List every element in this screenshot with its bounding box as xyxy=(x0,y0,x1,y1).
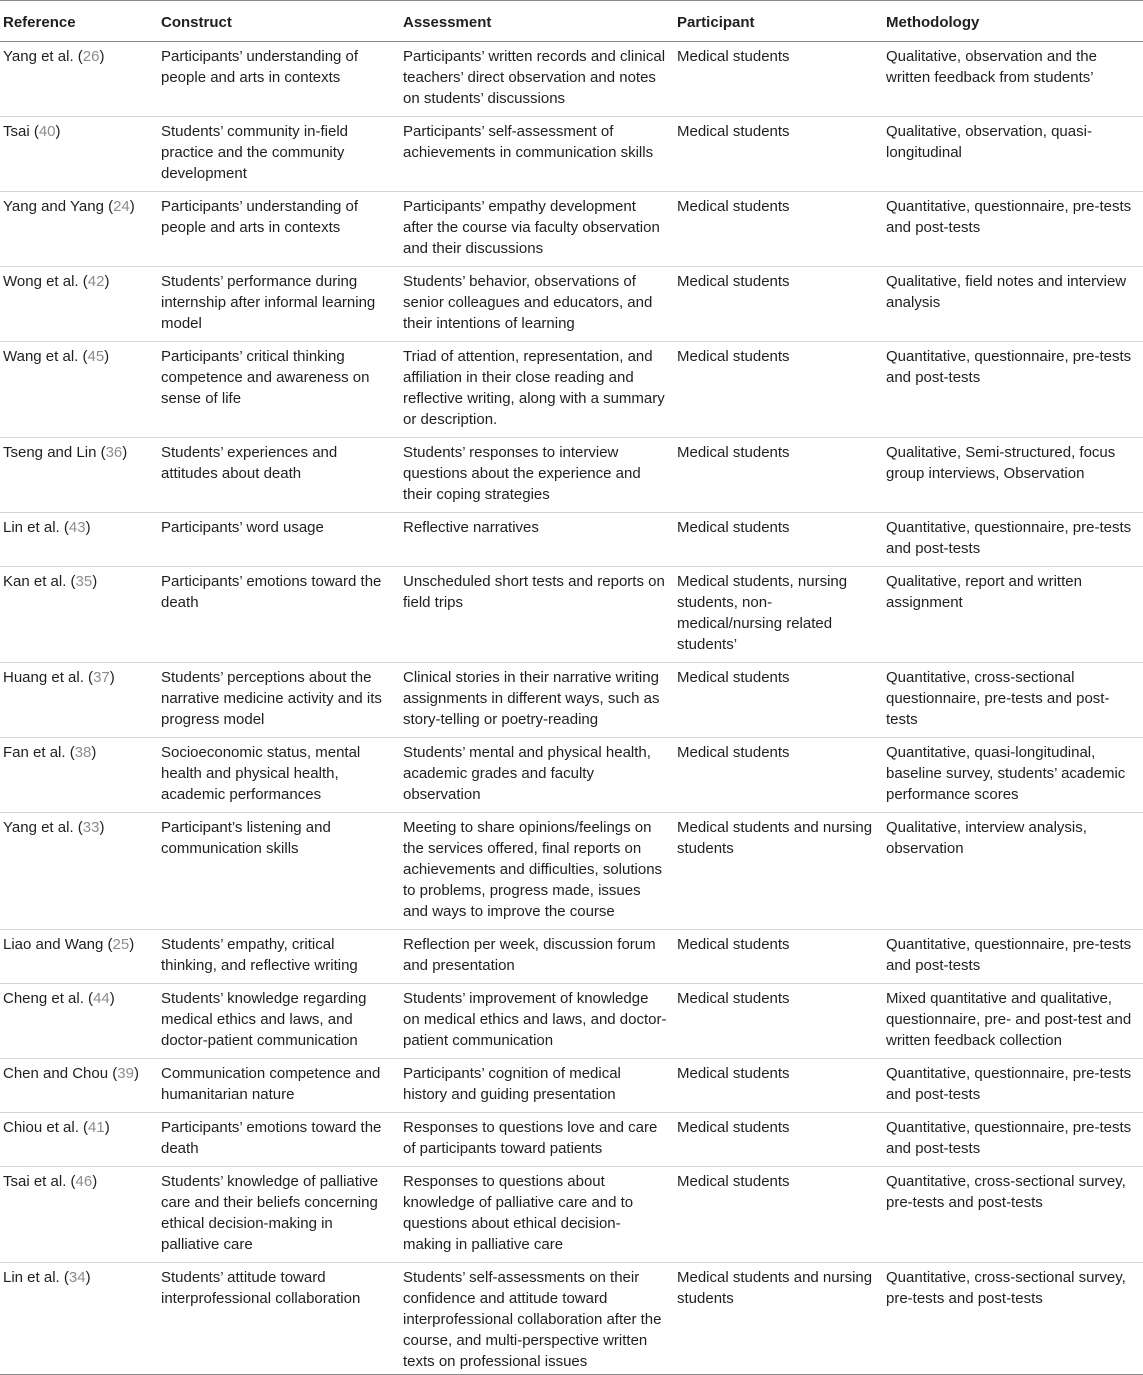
reference-citation-link[interactable]: 33 xyxy=(82,819,100,836)
cell-reference xyxy=(0,567,158,663)
cell-reference xyxy=(0,342,158,438)
cell-participant: Medical students and nursing students xyxy=(674,1263,883,1375)
cell-construct: Participant’s listening and communication skills xyxy=(158,813,400,930)
cell-participant: Medical students xyxy=(674,342,883,438)
reference-citation-link[interactable]: 42 xyxy=(87,273,105,290)
cell-participant: Medical students xyxy=(674,930,883,984)
cell-participant: Medical students, nursing students, non-medical/nursing related students’ xyxy=(674,567,883,663)
table-row xyxy=(0,513,1143,567)
table-row xyxy=(0,267,1143,342)
cell-participant: Medical students xyxy=(674,738,883,813)
cell-participant: Medical students xyxy=(674,267,883,342)
cell-methodology: Quantitative, cross-sectional survey, pre-tests and post-tests xyxy=(883,1167,1143,1263)
cell-participant: Medical students xyxy=(674,117,883,192)
table-row xyxy=(0,984,1143,1059)
table-row xyxy=(0,567,1143,663)
table-row xyxy=(0,1059,1143,1113)
cell-assessment: Meeting to share opinions/feelings on the services offered, final reports on achievements and difficulties, solutions to problems, progress made, issues and ways to improve the course xyxy=(400,813,674,930)
reference-author: Kan et al. ( xyxy=(3,573,76,590)
reference-close-paren: ) xyxy=(85,519,91,536)
reference-author: Tsai et al. ( xyxy=(3,1173,76,1190)
cell-reference xyxy=(0,663,158,738)
cell-methodology: Quantitative, questionnaire, pre-tests and post-tests xyxy=(883,342,1143,438)
reference-citation-link[interactable]: 25 xyxy=(112,936,130,953)
reference-citation-link[interactable]: 41 xyxy=(88,1119,105,1136)
table-row xyxy=(0,813,1143,930)
cell-methodology: Quantitative, questionnaire, pre-tests and post-tests xyxy=(883,1059,1143,1113)
reference-citation-link[interactable]: 40 xyxy=(38,123,56,140)
reference-close-paren: ) xyxy=(133,1065,139,1082)
cell-construct: Students’ performance during internship after informal learning model xyxy=(158,267,400,342)
reference-citation-link[interactable]: 45 xyxy=(87,348,105,365)
cell-reference xyxy=(0,984,158,1059)
reference-close-paren: ) xyxy=(99,819,105,836)
cell-reference xyxy=(0,1113,158,1167)
cell-methodology: Qualitative, report and written assignment xyxy=(883,567,1143,663)
reference-author: Tsai ( xyxy=(3,123,39,140)
cell-participant: Medical students xyxy=(674,663,883,738)
reference-close-paren: ) xyxy=(92,573,98,590)
reference-close-paren: ) xyxy=(109,669,115,686)
cell-participant: Medical students xyxy=(674,984,883,1059)
cell-methodology: Quantitative, questionnaire, pre-tests and post-tests xyxy=(883,513,1143,567)
cell-methodology: Qualitative, field notes and interview analysis xyxy=(883,267,1143,342)
cell-assessment: Students’ improvement of knowledge on medical ethics and laws, and doctor-patient communication xyxy=(400,984,674,1059)
cell-reference xyxy=(0,192,158,267)
reference-close-paren: ) xyxy=(109,990,115,1007)
cell-methodology: Quantitative, questionnaire, pre-tests and post-tests xyxy=(883,930,1143,984)
reference-author: Chen and Chou ( xyxy=(3,1065,118,1082)
cell-participant: Medical students xyxy=(674,438,883,513)
header-methodology: Methodology xyxy=(883,1,1143,42)
reference-author: Liao and Wang ( xyxy=(3,936,113,953)
table-row xyxy=(0,738,1143,813)
cell-assessment: Unscheduled short tests and reports on field trips xyxy=(400,567,674,663)
cell-assessment: Participants’ written records and clinical teachers’ direct observation and notes on students’ discussions xyxy=(400,42,674,117)
cell-reference xyxy=(0,513,158,567)
cell-construct: Students’ knowledge of palliative care and their beliefs concerning ethical decision-making in palliative care xyxy=(158,1167,400,1263)
cell-participant: Medical students xyxy=(674,192,883,267)
cell-assessment: Participants’ self-assessment of achievements in communication skills xyxy=(400,117,674,192)
table-row xyxy=(0,1167,1143,1263)
cell-assessment: Students’ behavior, observations of senior colleagues and educators, and their intentions of learning xyxy=(400,267,674,342)
reference-close-paren: ) xyxy=(129,198,135,215)
cell-construct: Students’ empathy, critical thinking, and reflective writing xyxy=(158,930,400,984)
table-row xyxy=(0,930,1143,984)
reference-citation-link[interactable]: 39 xyxy=(117,1065,134,1082)
header-assessment: Assessment xyxy=(400,1,674,42)
header-participant: Participant xyxy=(674,1,883,42)
cell-assessment: Participants’ empathy development after the course via faculty observation and their discussions xyxy=(400,192,674,267)
reference-author: Chiou et al. ( xyxy=(3,1119,89,1136)
cell-reference xyxy=(0,930,158,984)
reference-author: Cheng et al. ( xyxy=(3,990,94,1007)
cell-reference xyxy=(0,1059,158,1113)
cell-assessment: Students’ responses to interview questions about the experience and their coping strategies xyxy=(400,438,674,513)
reference-author: Yang et al. ( xyxy=(3,819,83,836)
cell-methodology: Qualitative, interview analysis, observation xyxy=(883,813,1143,930)
reference-close-paren: ) xyxy=(91,744,97,761)
cell-construct: Students’ perceptions about the narrative medicine activity and its progress model xyxy=(158,663,400,738)
cell-methodology: Qualitative, observation and the written feedback from students’ xyxy=(883,42,1143,117)
cell-construct: Students’ knowledge regarding medical ethics and laws, and doctor-patient communication xyxy=(158,984,400,1059)
reference-close-paren: ) xyxy=(99,48,105,65)
cell-assessment: Students’ self-assessments on their confidence and attitude toward interprofessional collaboration after the course, and multi-perspective written texts on professional issues xyxy=(400,1263,674,1375)
cell-reference xyxy=(0,42,158,117)
cell-reference xyxy=(0,1167,158,1263)
cell-methodology: Quantitative, questionnaire, pre-tests and post-tests xyxy=(883,192,1143,267)
cell-construct: Participants’ understanding of people and arts in contexts xyxy=(158,192,400,267)
reference-author: Fan et al. ( xyxy=(3,744,75,761)
cell-reference xyxy=(0,117,158,192)
reference-author: Huang et al. ( xyxy=(3,669,94,686)
cell-reference xyxy=(0,267,158,342)
cell-participant: Medical students xyxy=(674,513,883,567)
cell-reference xyxy=(0,813,158,930)
reference-citation-link[interactable]: 38 xyxy=(74,744,92,761)
reference-close-paren: ) xyxy=(85,1269,91,1286)
cell-participant: Medical students xyxy=(674,1059,883,1113)
reference-citation-link[interactable]: 24 xyxy=(113,198,130,215)
cell-assessment: Clinical stories in their narrative writing assignments in different ways, such as story-telling or poetry-reading xyxy=(400,663,674,738)
reference-close-paren: ) xyxy=(104,273,110,290)
reference-close-paren: ) xyxy=(55,123,61,140)
reference-citation-link[interactable]: 26 xyxy=(82,48,100,65)
reference-close-paren: ) xyxy=(122,444,128,461)
reference-close-paren: ) xyxy=(104,348,110,365)
table-row xyxy=(0,117,1143,192)
cell-construct: Participants’ critical thinking competence and awareness on sense of life xyxy=(158,342,400,438)
cell-construct: Participants’ understanding of people and arts in contexts xyxy=(158,42,400,117)
reference-citation-link[interactable]: 43 xyxy=(68,519,86,536)
cell-methodology: Quantitative, cross-sectional survey, pre-tests and post-tests xyxy=(883,1263,1143,1375)
cell-methodology: Mixed quantitative and qualitative, questionnaire, pre- and post-test and written feedback collection xyxy=(883,984,1143,1059)
table-row xyxy=(0,663,1143,738)
table-row xyxy=(0,1113,1143,1167)
cell-construct: Participants’ emotions toward the death xyxy=(158,567,400,663)
header-row xyxy=(0,1,1143,42)
reference-author: Lin et al. ( xyxy=(3,1269,69,1286)
cell-assessment: Reflective narratives xyxy=(400,513,674,567)
table-row xyxy=(0,192,1143,267)
cell-construct: Socioeconomic status, mental health and physical health, academic performances xyxy=(158,738,400,813)
reference-author: Tseng and Lin ( xyxy=(3,444,106,461)
reference-citation-link[interactable]: 35 xyxy=(75,573,93,590)
reference-close-paren: ) xyxy=(92,1173,98,1190)
cell-participant: Medical students and nursing students xyxy=(674,813,883,930)
reference-author: Lin et al. ( xyxy=(3,519,69,536)
cell-methodology: Quantitative, quasi-longitudinal, baseline survey, students’ academic performance scores xyxy=(883,738,1143,813)
cell-methodology: Qualitative, Semi-structured, focus group interviews, Observation xyxy=(883,438,1143,513)
cell-participant: Medical students xyxy=(674,42,883,117)
reference-close-paren: ) xyxy=(104,1119,110,1136)
cell-assessment: Students’ mental and physical health, academic grades and faculty observation xyxy=(400,738,674,813)
cell-assessment: Responses to questions love and care of participants toward patients xyxy=(400,1113,674,1167)
cell-assessment: Responses to questions about knowledge of palliative care and to questions about ethical decision-making in palliative care xyxy=(400,1167,674,1263)
reference-citation-link[interactable]: 36 xyxy=(105,444,123,461)
reference-citation-link[interactable]: 34 xyxy=(68,1269,86,1286)
table-row xyxy=(0,1263,1143,1375)
cell-construct: Participants’ emotions toward the death xyxy=(158,1113,400,1167)
cell-reference xyxy=(0,738,158,813)
header-reference: Reference xyxy=(0,1,158,42)
cell-reference xyxy=(0,1263,158,1375)
reference-citation-link[interactable]: 46 xyxy=(75,1173,93,1190)
cell-construct: Students’ community in-field practice and the community development xyxy=(158,117,400,192)
cell-assessment: Triad of attention, representation, and affiliation in their close reading and reflective writing, along with a summary or description. xyxy=(400,342,674,438)
table-row xyxy=(0,438,1143,513)
cell-participant: Medical students xyxy=(674,1113,883,1167)
cell-methodology: Quantitative, cross-sectional questionnaire, pre-tests and post-tests xyxy=(883,663,1143,738)
cell-reference xyxy=(0,438,158,513)
table-row xyxy=(0,342,1143,438)
header-construct: Construct xyxy=(158,1,400,42)
reference-citation-link[interactable]: 37 xyxy=(93,669,110,686)
cell-construct: Participants’ word usage xyxy=(158,513,400,567)
cell-construct: Students’ experiences and attitudes about death xyxy=(158,438,400,513)
cell-construct: Communication competence and humanitarian nature xyxy=(158,1059,400,1113)
cell-methodology: Qualitative, observation, quasi-longitudinal xyxy=(883,117,1143,192)
reference-author: Yang et al. ( xyxy=(3,48,83,65)
cell-participant: Medical students xyxy=(674,1167,883,1263)
cell-methodology: Quantitative, questionnaire, pre-tests and post-tests xyxy=(883,1113,1143,1167)
reference-author: Wong et al. ( xyxy=(3,273,88,290)
cell-construct: Students’ attitude toward interprofessional collaboration xyxy=(158,1263,400,1375)
cell-assessment: Reflection per week, discussion forum and presentation xyxy=(400,930,674,984)
cell-assessment: Participants’ cognition of medical history and guiding presentation xyxy=(400,1059,674,1113)
reference-citation-link[interactable]: 44 xyxy=(93,990,110,1007)
reference-author: Wang et al. ( xyxy=(3,348,88,365)
reference-close-paren: ) xyxy=(129,936,135,953)
table-row xyxy=(0,42,1143,117)
reference-author: Yang and Yang ( xyxy=(3,198,114,215)
